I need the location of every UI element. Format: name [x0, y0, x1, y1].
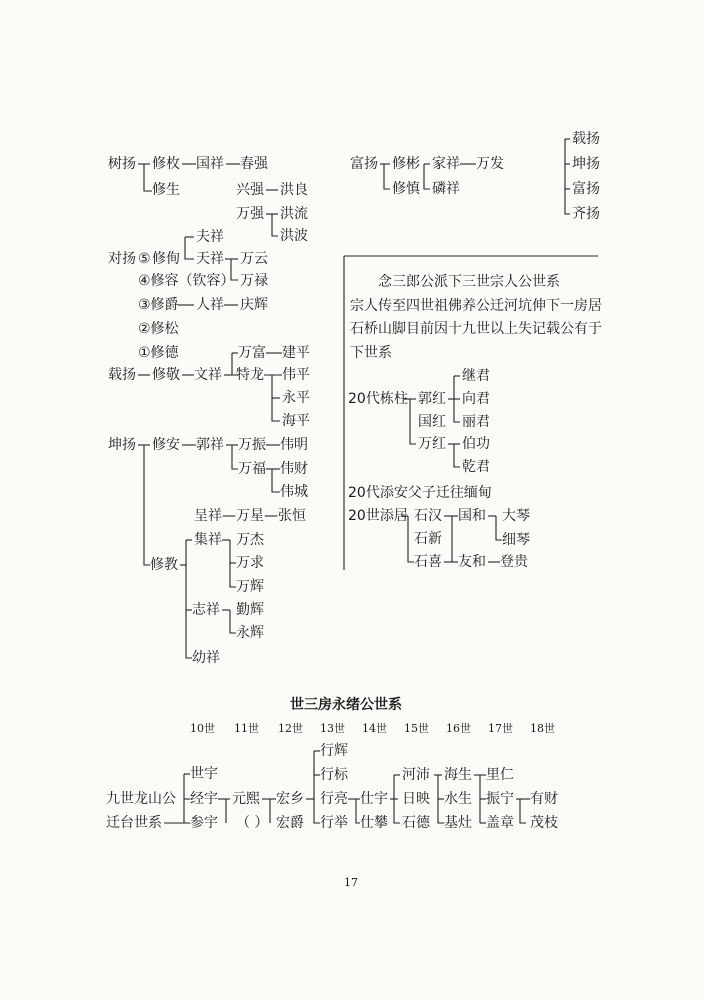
person-xingqiang: 兴强 — [236, 182, 264, 198]
person-maozhi: 茂枝 — [530, 815, 558, 831]
person-telong: 特龙 — [236, 367, 264, 383]
person-jiaxiang: 家祥 — [432, 156, 460, 172]
number-5: ⑤ — [138, 251, 151, 267]
person-jixiang: 集祥 — [194, 532, 222, 548]
note-line-1: 宗人传至四世祖佛养公迁河坑伸下一房居 — [350, 298, 602, 314]
person-xiujing: 修敬 — [152, 367, 180, 383]
person-chengxiang: 呈祥—万星—张恒 — [194, 508, 306, 524]
person-wanqiang: 万强 — [236, 206, 264, 222]
person-xiude: ①修德 — [138, 345, 179, 361]
generation-label: 17世 — [488, 722, 513, 735]
generation-label: 18世 — [530, 722, 555, 735]
person-shipan: 仕攀 — [360, 815, 388, 831]
person-chunqiang: 春强 — [240, 156, 268, 172]
person-baigong: 伯功 — [462, 436, 490, 452]
person-jizhu: 基灶 — [444, 815, 472, 831]
person-xiqin: 细琴 — [502, 532, 530, 548]
generation-label: 14世 — [362, 722, 387, 735]
person-jingyu: 经宇 — [190, 791, 218, 807]
person-fuyang: 富扬 — [350, 156, 378, 172]
person-qinghui: 庆辉 — [240, 297, 268, 313]
person-liren: 里仁 — [486, 767, 514, 783]
person-xiuzhen: 修慎 — [392, 181, 420, 197]
person-zaiyang-list: 载扬 — [572, 131, 600, 147]
person-shihan: 石汉 — [414, 508, 442, 524]
note-line-2: 石桥山脚目前因十九世以上失记载公有于 — [350, 321, 602, 337]
person-xiangjun: 向君 — [462, 391, 490, 407]
person-daqin: 大琴 — [502, 508, 530, 524]
person-qianjun: 乾君 — [462, 459, 490, 475]
person-weicai: 伟财 — [280, 461, 308, 477]
note-line-3: 下世系 — [350, 345, 392, 361]
person-wanhui: 万辉 — [236, 579, 264, 595]
person-jianping: 建平 — [282, 345, 310, 361]
generation-label: 13世 — [320, 722, 345, 735]
root-line-1: 九世龙山公 — [106, 791, 176, 807]
person-unknown: （ ） — [236, 815, 269, 831]
person-wanqiu: 万求 — [236, 555, 264, 571]
person-weiping: 伟平 — [282, 367, 310, 383]
person-guoxiang: 国祥 — [196, 156, 224, 172]
person-wanzhen: 万振 — [238, 437, 266, 453]
person-renxiang: 人祥 — [196, 297, 224, 313]
person-duiyang: 对扬 — [108, 251, 136, 267]
person-shuisheng: 水生 — [444, 791, 472, 807]
person-wenxiang: 文祥 — [194, 367, 222, 383]
person-hongliu: 洪流 — [280, 206, 308, 222]
person-guohong2: 国红 — [418, 414, 446, 430]
person-jijun: 继君 — [462, 368, 490, 384]
person-xiuan: 修安 — [152, 437, 180, 453]
person-xingju: 行举 — [320, 815, 348, 831]
person-hongxiang: 宏乡 — [276, 791, 304, 807]
person-shuyang: 树扬 — [108, 156, 136, 172]
person-xiubin: 修彬 — [392, 156, 420, 172]
person-kunyang: 坤扬 — [108, 437, 136, 453]
person-tianxiang: 天祥 — [196, 251, 224, 267]
person-weicheng: 伟城 — [280, 484, 308, 500]
person-riying: 日映 — [402, 791, 430, 807]
person-wanfu2: 万福 — [238, 461, 266, 477]
person-kunyang-list: 坤扬 — [572, 156, 600, 172]
person-hongjue: 宏爵 — [276, 815, 304, 831]
generation-label: 10世 — [190, 722, 215, 735]
person-yongping: 永平 — [282, 390, 310, 406]
root-line-2: 迁台世系 — [106, 815, 162, 831]
person-shiyu: 世宇 — [190, 766, 218, 782]
person-weiming: 伟明 — [280, 437, 308, 453]
person-wanfa: 万发 — [476, 156, 504, 172]
generation-label: 16世 — [446, 722, 471, 735]
page-number: 17 — [344, 876, 358, 889]
person-xiujiao: 修教 — [150, 557, 178, 573]
person-haiping: 海平 — [282, 413, 310, 429]
person-zhixiang: 志祥 — [192, 602, 220, 618]
person-shiyu2: 仕宇 — [360, 791, 388, 807]
person-guoxiang2: 郭祥 — [196, 437, 224, 453]
person-haisheng: 海生 — [444, 767, 472, 783]
person-wanlu: 万禄 — [240, 273, 268, 289]
person-xingliang: 行亮 — [320, 791, 348, 807]
person-shenyu: 参宇 — [190, 815, 218, 831]
person-wanyun: 万云 — [240, 251, 268, 267]
person-linxiang: 磷祥 — [432, 181, 460, 197]
person-shuzhu: 20代栋柱 — [348, 391, 408, 407]
person-shide: 石德 — [402, 815, 430, 831]
person-wanfu: 万富 — [238, 345, 266, 361]
person-shixi: 石喜 — [414, 554, 442, 570]
generation-label: 12世 — [278, 722, 303, 735]
person-xingbiao: 行标 — [320, 767, 348, 783]
person-fuxiang: 夫祥 — [196, 229, 224, 245]
person-xiumei: 修枚 — [152, 156, 180, 172]
note-title: 念三郎公派下三世宗人公世系 — [378, 274, 560, 290]
person-hepei: 河沛 — [402, 767, 430, 783]
person-wanhong: 万红 — [418, 436, 446, 452]
person-youhe: 友和 — [458, 554, 486, 570]
person-wanjie: 万杰 — [236, 532, 264, 548]
person-shixin: 石新 — [414, 531, 442, 547]
person-gaizhang: 盖章 — [486, 815, 514, 831]
person-yuanxi: 元熙 — [232, 791, 260, 807]
person-lijun: 丽君 — [462, 414, 490, 430]
person-hongbo: 洪波 — [280, 228, 308, 244]
person-youcai: 有财 — [530, 791, 558, 807]
person-guohong: 郭红 — [418, 391, 446, 407]
person-qiyang-list: 齐扬 — [572, 206, 600, 222]
person-xiurong: ④修容（钦容） — [138, 273, 235, 289]
person-qinhui: 勤辉 — [236, 602, 264, 618]
person-fuyang-list: 富扬 — [572, 181, 600, 197]
generation-label: 15世 — [404, 722, 429, 735]
person-tianju: 20世添居 — [348, 508, 408, 524]
person-xiusheng: 修生 — [152, 182, 180, 198]
person-hongliang: 洪良 — [280, 182, 308, 198]
person-xiujue: ③修爵 — [138, 297, 179, 313]
person-tianan: 20代添安父子迁往缅甸 — [348, 485, 492, 501]
person-xinghui: 行辉 — [320, 743, 348, 759]
person-youxiang: 幼祥 — [192, 650, 220, 666]
person-zaiyang: 载扬 — [108, 367, 136, 383]
section-title: 世三房永绪公世系 — [290, 697, 402, 713]
person-zhenning: 振宁 — [486, 791, 514, 807]
person-guohe: 国和 — [458, 508, 486, 524]
person-yonghui: 永辉 — [236, 625, 264, 641]
person-denggui: 登贵 — [500, 554, 528, 570]
generation-label: 11世 — [234, 722, 259, 735]
person-xiuxun: 修侚 — [152, 251, 180, 267]
person-xiusong: ②修松 — [138, 321, 179, 337]
